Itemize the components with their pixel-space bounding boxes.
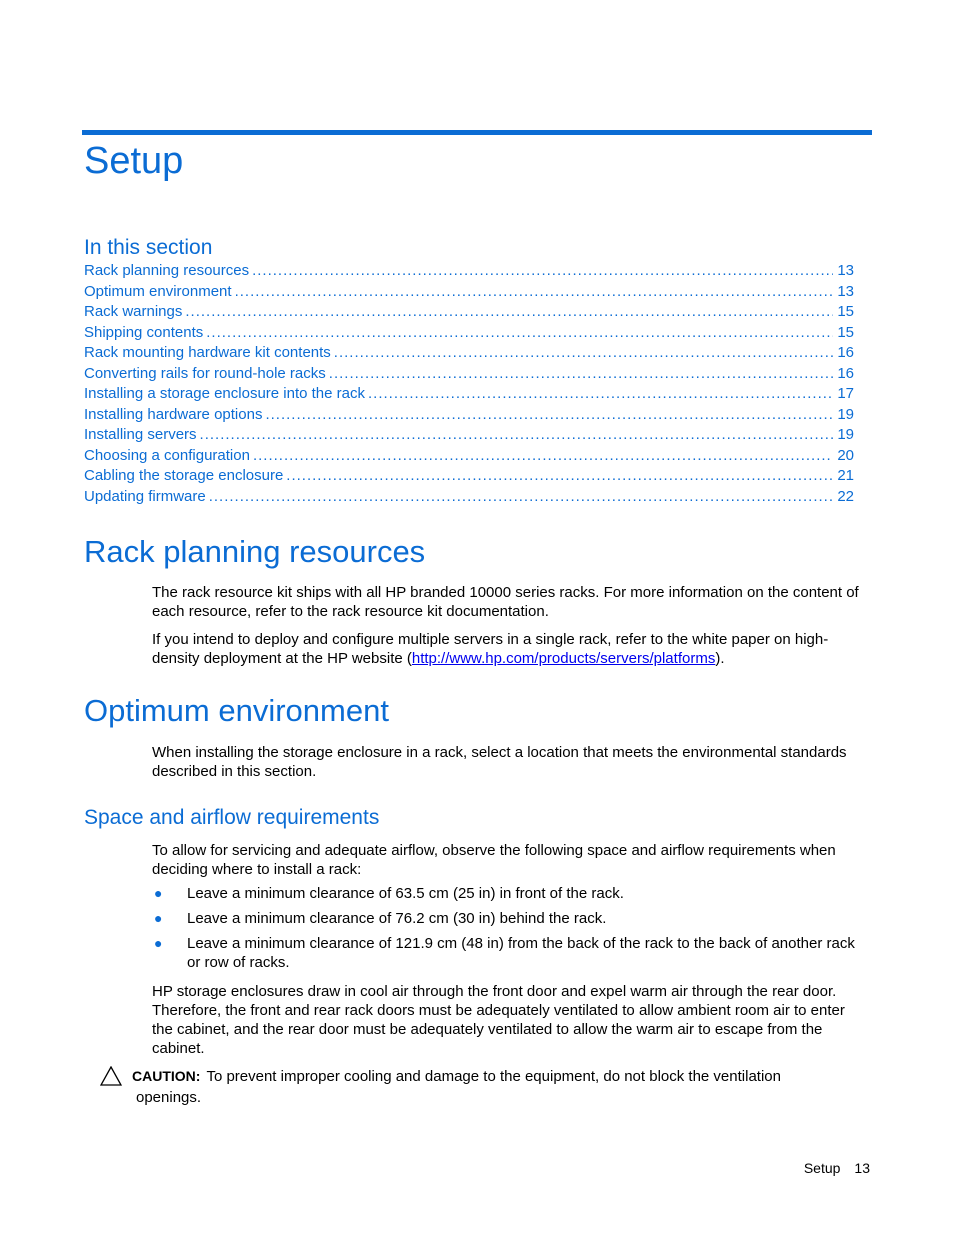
warning-triangle-icon — [100, 1066, 122, 1086]
toc-entry[interactable] — [84, 446, 854, 467]
toc-leader — [209, 487, 834, 508]
footer-page-number: 13 — [854, 1160, 870, 1176]
caution-text-continued: openings. — [136, 1089, 202, 1106]
toc-heading: In this section — [84, 236, 213, 259]
toc-entry-label: Choosing a configuration — [84, 446, 250, 464]
toc-entry-label: Converting rails for round-hole racks — [84, 364, 326, 382]
rack-planning-paragraph-1: The rack resource kit ships with all HP branded 10000 series racks. For more information on the content of each resource, refer to the rack resource kit documentation. — [152, 584, 859, 620]
optimum-environment-paragraph: When installing the storage enclosure in a rack, select a location that meets the environmental standards described in this section. — [152, 744, 847, 780]
toc-leader — [286, 466, 833, 487]
list-item-text: Leave a minimum clearance of 76.2 cm (30 in) behind the rack. — [187, 910, 607, 927]
bullet-dot-icon: ● — [154, 910, 163, 926]
caution-note — [100, 1066, 860, 1108]
toc-entry[interactable] — [84, 384, 854, 405]
rack-planning-text-end: ). — [715, 650, 725, 667]
space-airflow-intro: To allow for servicing and adequate airflow, observe the following space and airflow requirements when deciding where to install a rack: — [152, 842, 836, 878]
page-title: Setup — [84, 140, 184, 182]
toc-leader — [265, 405, 833, 426]
toc-leader — [329, 364, 834, 385]
toc-entry-page: 19 — [837, 426, 854, 443]
table-of-contents — [84, 261, 854, 507]
toc-entry-page: 13 — [837, 282, 854, 300]
toc-entry[interactable] — [84, 323, 854, 344]
page-footer — [804, 1158, 870, 1178]
toc-entry-label: Cabling the storage enclosure — [84, 467, 284, 484]
section-rule — [82, 130, 872, 135]
toc-entry-page: 15 — [837, 323, 854, 341]
toc-entry-page: 20 — [837, 446, 854, 464]
toc-entry-label: Rack planning resources — [84, 262, 250, 279]
toc-entry-page: 16 — [837, 364, 854, 382]
toc-leader — [368, 384, 833, 405]
toc-leader — [253, 446, 833, 467]
list-item — [152, 934, 864, 972]
list-item — [152, 884, 864, 903]
list-item-text: Leave a minimum clearance of 63.5 cm (25 in) in front of the rack. — [187, 885, 624, 902]
bullet-dot-icon: ● — [154, 885, 163, 901]
toc-entry-page: 21 — [837, 467, 854, 484]
toc-entry[interactable] — [84, 343, 854, 364]
toc-entry-label: Rack mounting hardware kit contents — [84, 344, 331, 361]
toc-entry[interactable] — [84, 466, 854, 487]
rack-planning-paragraph-2 — [152, 630, 864, 668]
toc-entry[interactable] — [84, 405, 854, 426]
toc-entry[interactable] — [84, 425, 854, 446]
toc-entry[interactable] — [84, 282, 854, 303]
rack-planning-heading: Rack planning resources — [84, 534, 426, 569]
bullet-dot-icon: ● — [154, 935, 163, 951]
toc-entry-label: Installing hardware options — [84, 405, 263, 423]
toc-entry-label: Rack warnings — [84, 303, 183, 320]
ventilation-paragraph: HP storage enclosures draw in cool air through the front door and expel warm air through the rear door. Therefore, the front and rear rack doors must be adequately ventilated to allow ambient room air to enter the cabinet, and the rear door must be adequately ventilated to allow the warm air to escape from the cabinet. — [152, 983, 845, 1057]
toc-leader — [185, 302, 833, 323]
toc-entry-page: 22 — [837, 487, 854, 505]
footer-section: Setup — [803, 1160, 841, 1176]
toc-leader — [235, 282, 834, 303]
list-item — [152, 909, 864, 928]
toc-entry-label: Optimum environment — [84, 282, 232, 300]
toc-entry-page: 13 — [837, 262, 854, 279]
toc-entry[interactable] — [84, 261, 854, 282]
toc-entry-page: 19 — [837, 405, 854, 423]
toc-leader — [252, 261, 833, 282]
toc-leader — [206, 323, 833, 344]
toc-entry-label: Shipping contents — [84, 323, 204, 341]
optimum-environment-heading: Optimum environment — [84, 693, 389, 728]
toc-leader — [200, 425, 834, 446]
caution-label: CAUTION: — [132, 1068, 201, 1084]
toc-entry-page: 17 — [837, 385, 854, 402]
caution-text: To prevent improper cooling and damage to the equipment, do not block the ventilation — [206, 1068, 781, 1085]
toc-entry-page: 15 — [837, 303, 854, 320]
toc-leader — [334, 343, 834, 364]
toc-entry-label: Updating firmware — [84, 487, 206, 505]
toc-entry[interactable] — [84, 364, 854, 385]
toc-entry-label: Installing a storage enclosure into the rack — [84, 385, 365, 402]
toc-entry[interactable] — [84, 487, 854, 508]
list-item-text: Leave a minimum clearance of 121.9 cm (48 in) from the back of the rack to the back of another rack or row of racks. — [187, 935, 855, 971]
hp-website-link[interactable]: http://www.hp.com/products/servers/platforms — [411, 650, 716, 667]
rack-planning-text: If you intend to deploy and configure multiple servers in a single rack, refer to the white paper on high-density deployment at the HP website ( — [152, 631, 829, 667]
clearance-list — [152, 884, 864, 978]
toc-entry-page: 16 — [837, 344, 854, 361]
toc-entry[interactable] — [84, 302, 854, 323]
space-airflow-heading: Space and airflow requirements — [84, 806, 380, 829]
toc-entry-label: Installing servers — [84, 426, 197, 443]
